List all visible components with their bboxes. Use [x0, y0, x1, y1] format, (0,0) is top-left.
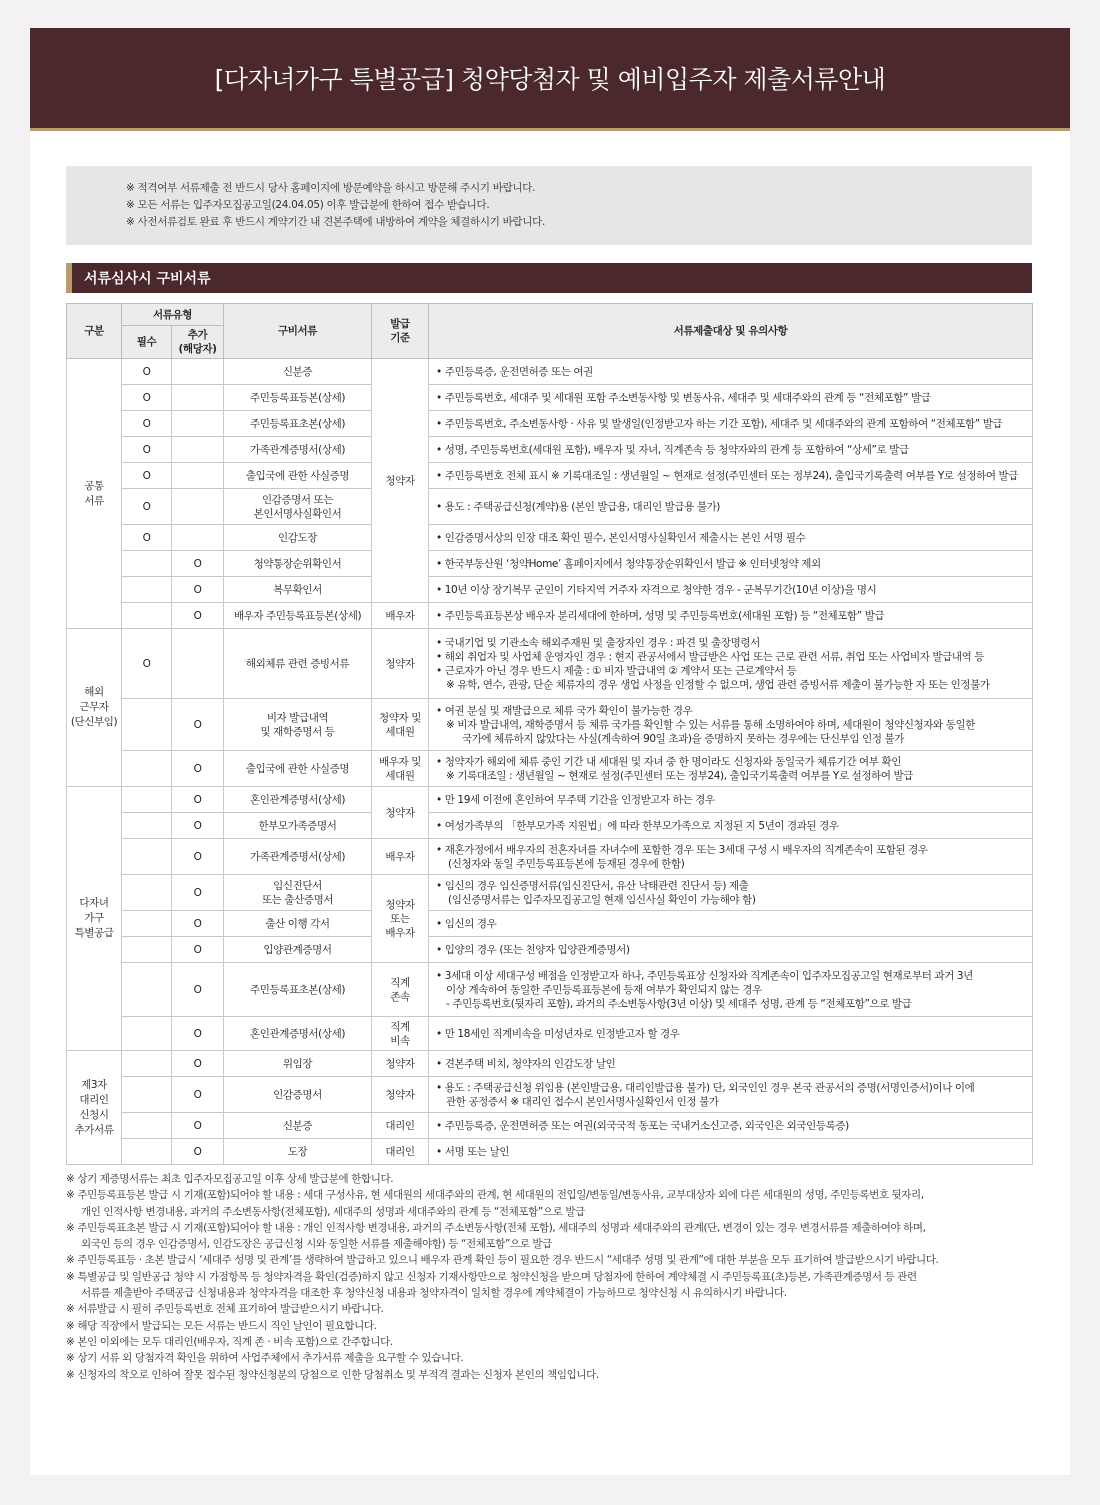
- footnote-cont: 외국인 등의 경우 인감증명서, 인감도장은 공급신청 시와 동일한 서류를 제출해야함) 등 “전체포함”으로 발급: [81, 1238, 552, 1251]
- table-row: [67, 437, 1033, 463]
- footnote: ※ 신청자의 착오로 인하여 잘못 접수된 청약신청분의 당첨으로 인한 당첨취소 및 부적격 결과는 신청자 본인의 책임입니다.: [66, 1368, 599, 1381]
- notice-line: ※ 적격여부 서류제출 전 반드시 당사 홈페이지에 방문예약을 하시고 방문해 주시기 바랍니다.: [126, 182, 536, 194]
- required-mark: O: [122, 525, 172, 551]
- remark: • 재혼가정에서 배우자의 전혼자녀를 자녀수에 포함한 경우 또는 3세대 구성 시 배우자의 직계존속이 포함된 경우 (신청자와 동일 주민등록표등본에 등재된 경우에 한함): [429, 839, 1033, 875]
- document-name: 해외체류 관련 증빙서류: [224, 629, 372, 699]
- remark: • 10년 이상 장기복무 군인이 기타지역 거주자 자격으로 청약한 경우 - 군복무기간(10년 이상)을 명시: [429, 577, 1033, 603]
- remark: • 서명 또는 날인: [429, 1139, 1033, 1165]
- header-document: 구비서류: [224, 304, 372, 359]
- document-name: 혼인관계증명서(상세): [224, 787, 372, 813]
- additional-mark: O: [172, 839, 224, 875]
- additional-mark: O: [172, 1139, 224, 1165]
- category-common: 공통 서류: [67, 359, 122, 629]
- notice-line: ※ 모든 서류는 입주자모집공고일(24.04.05) 이후 발급분에 한하여 접수 받습니다.: [126, 199, 490, 211]
- footnote: ※ 본인 이외에는 모두 대리인(배우자, 직계 존 · 비속 포함)으로 간주합니다.: [66, 1335, 393, 1348]
- remark: • 입양의 경우 (또는 친양자 입양관계증명서): [429, 937, 1033, 963]
- table-row: [67, 937, 1033, 963]
- section-header: [66, 263, 1032, 293]
- table-cell: [172, 489, 224, 525]
- remark: • 임신의 경우: [429, 911, 1033, 937]
- issue-basis: 청약자: [372, 1077, 429, 1113]
- table-cell: [122, 875, 172, 911]
- document-name: 임신진단서 또는 출산증명서: [224, 875, 372, 911]
- document-name: 주민등록표초본(상세): [224, 411, 372, 437]
- remark: • 주민등록증, 운전면허증 또는 여권(외국국적 동포는 국내거소신고증, 외국인은 외국인등록증): [429, 1113, 1033, 1139]
- footnote: ※ 주민등록표초본 발급 시 기재(포함)되어야 할 내용 : 개인 인적사항 변경내용, 과거의 주소변동사항(전체 포함), 세대주의 성명과 세대주와의 관계(단, 변경이 있는 경우 변경서류를 제출하여야 하며,: [66, 1221, 926, 1234]
- table-cell: [172, 525, 224, 551]
- additional-mark: O: [172, 1077, 224, 1113]
- issue-basis: 청약자 또는 배우자: [372, 875, 429, 963]
- additional-mark: O: [172, 699, 224, 751]
- issue-basis: 청약자: [372, 629, 429, 699]
- header-additional: 추가 (해당자): [172, 326, 224, 359]
- document-name: 인감증명서: [224, 1077, 372, 1113]
- remark: • 주민등록증, 운전면허증 또는 여권: [429, 359, 1033, 385]
- document-name: 도장: [224, 1139, 372, 1165]
- table-cell: [122, 1113, 172, 1139]
- table-cell: [172, 437, 224, 463]
- document-name: 주민등록표등본(상세): [224, 385, 372, 411]
- header-issue-basis: 발급 기준: [372, 304, 429, 359]
- remark: • 주민등록표등본상 배우자 분리세대에 한하며, 성명 및 주민등록번호(세대원 포함) 등 “전체포함” 발급: [429, 603, 1033, 629]
- document-name: 인감증명서 또는 본인서명사실확인서: [224, 489, 372, 525]
- issue-basis: 대리인: [372, 1139, 429, 1165]
- issue-basis: 청약자 및 세대원: [372, 699, 429, 751]
- document-page: [30, 28, 1070, 1475]
- requirements-table: [66, 303, 1033, 1165]
- remark: • 만 18세인 직계비속을 미성년자로 인정받고자 할 경우: [429, 1017, 1033, 1051]
- remark: • 만 19세 이전에 혼인하여 무주택 기간을 인정받고자 하는 경우: [429, 787, 1033, 813]
- table-row: [67, 551, 1033, 577]
- table-cell: [122, 699, 172, 751]
- table-row: [67, 875, 1033, 911]
- table-cell: [122, 1017, 172, 1051]
- table-cell: [122, 813, 172, 839]
- remark: • 견본주택 비치, 청약자의 인감도장 날인: [429, 1051, 1033, 1077]
- document-name: 입양관계증명서: [224, 937, 372, 963]
- additional-mark: O: [172, 1113, 224, 1139]
- issue-basis: 배우자: [372, 603, 429, 629]
- footnote: ※ 서류발급 시 필히 주민등록번호 전체 표기하여 발급받으시기 바랍니다.: [66, 1303, 384, 1316]
- section-accent-bar: [66, 263, 72, 293]
- remark: • 주민등록번호 전체 표시 ※ 기록대조일 : 생년월일 ~ 현재로 설정(주민센터 또는 정부24), 출입국기록출력 여부를 Y로 설정하여 발급: [429, 463, 1033, 489]
- table-cell: [122, 1077, 172, 1113]
- remark: • 용도 : 주택공급신청 위임용 (본인발급용, 대리인발급용 불가) 단, 외국인인 경우 본국 관공서의 증명(서명인증서)이나 이에 관한 공정증서 ※ 대리인 접수시 본인서명사실확인서 인정 불가: [429, 1077, 1033, 1113]
- additional-mark: O: [172, 751, 224, 787]
- remark: • 인감증명서상의 인장 대조 확인 필수, 본인서명사실확인서 제출시는 본인 서명 필수: [429, 525, 1033, 551]
- table-row: [67, 411, 1033, 437]
- header-remarks: 서류제출대상 및 유의사항: [429, 304, 1033, 359]
- footnote-cont: 개인 인적사항 변경내용, 과거의 주소변동사항(전체포함), 세대주의 성명과 세대주와의 관계 등 “전체포함”으로 발급: [81, 1205, 585, 1218]
- table-row: [67, 1077, 1033, 1113]
- additional-mark: O: [172, 937, 224, 963]
- additional-mark: O: [172, 1017, 224, 1051]
- table-row: [67, 1017, 1033, 1051]
- table-cell: [122, 937, 172, 963]
- document-name: 출입국에 관한 사실증명: [224, 751, 372, 787]
- document-name: 청약통장순위확인서: [224, 551, 372, 577]
- document-name: 가족관계증명서(상세): [224, 437, 372, 463]
- required-mark: O: [122, 489, 172, 525]
- table-row: [67, 699, 1033, 751]
- required-mark: O: [122, 463, 172, 489]
- table-row: [67, 489, 1033, 525]
- table-row: [67, 577, 1033, 603]
- remark: • 임신의 경우 임신증명서류(임신진단서, 유산 낙태관련 진단서 등) 제출 (임신증명서류는 입주자모집공고일 현재 임신사실 확인이 가능해야 함): [429, 875, 1033, 911]
- document-name: 복무확인서: [224, 577, 372, 603]
- footnote: ※ 특별공급 및 일반공급 청약 시 가점항목 등 청약자격을 확인(검증)하지 않고 신청자 기재사항만으로 청약신청을 받으며 당첨자에 한하여 계약체결 시 주민등록표(초)등본, 가족관계증명서 등 관련: [66, 1270, 917, 1283]
- additional-mark: O: [172, 1051, 224, 1077]
- section-title: 서류심사시 구비서류: [84, 271, 211, 287]
- document-name: 주민등록표초본(상세): [224, 963, 372, 1017]
- required-mark: O: [122, 437, 172, 463]
- remark: • 성명, 주민등록번호(세대원 포함), 배우자 및 자녀, 직계존속 등 청약자와의 관계 등 포함하여 “상세”로 발급: [429, 437, 1033, 463]
- table-cell: [122, 787, 172, 813]
- issue-basis: 배우자 및 세대원: [372, 751, 429, 787]
- issue-basis: 청약자: [372, 1051, 429, 1077]
- additional-mark: O: [172, 911, 224, 937]
- table-cell: [122, 751, 172, 787]
- additional-mark: O: [172, 787, 224, 813]
- remark: • 청약자가 해외에 체류 중인 기간 내 세대원 및 자녀 중 한 명이라도 신청자와 동일국가 체류기간 여부 확인 ※ 기록대조일 : 생년월일 ~ 현재로 설정(주민센터 또는 정부24), 출입국기록출력 여부를 Y로 설정하여 발급: [429, 751, 1033, 787]
- table-cell: [122, 911, 172, 937]
- footnote: ※ 해당 직장에서 발급되는 모든 서류는 반드시 직인 날인이 필요합니다.: [66, 1319, 377, 1332]
- document-name: 인감도장: [224, 525, 372, 551]
- document-name: 신분증: [224, 1113, 372, 1139]
- footnote: ※ 상기 제증명서류는 최초 입주자모집공고일 이후 상세 발급분에 한합니다.: [66, 1173, 394, 1185]
- footnote: ※ 상기 서류 외 당첨자격 확인을 위하여 사업주체에서 추가서류 제출을 요구할 수 있습니다.: [66, 1352, 464, 1365]
- table-row: [67, 1113, 1033, 1139]
- document-name: 배우자 주민등록표등본(상세): [224, 603, 372, 629]
- additional-mark: O: [172, 875, 224, 911]
- table-row: [67, 359, 1033, 385]
- table-cell: [172, 385, 224, 411]
- table-row: [67, 751, 1033, 787]
- document-name: 위임장: [224, 1051, 372, 1077]
- document-name: 가족관계증명서(상세): [224, 839, 372, 875]
- additional-mark: O: [172, 813, 224, 839]
- required-mark: O: [122, 411, 172, 437]
- category-multi-child: 다자녀 가구 특별공급: [67, 787, 122, 1051]
- issue-basis: 청약자: [372, 787, 429, 839]
- table-row: [67, 839, 1033, 875]
- table-cell: [122, 551, 172, 577]
- remark: • 여권 분실 및 재발급으로 체류 국가 확인이 불가능한 경우 ※ 비자 발급내역, 재학증명서 등 체류 국가를 확인할 수 있는 서류를 통해 소명하여야 하며, 세대원이 청약신청자와 동일한 국가에 체류하지 않았다는 사실(계속하여 90일 초과)을 증명하지 못하는 경우에는 단신부임 인정 불가: [429, 699, 1033, 751]
- title-underline: [30, 128, 1070, 131]
- remark: • 3세대 이상 세대구성 배점을 인정받고자 하나, 주민등록표상 신청자와 직계존속이 입주자모집공고일 현재로부터 과거 3년 이상 계속하여 동일한 주민등록표등본에 등재 여부가 확인되지 않는 경우 - 주민등록번호(뒷자리 포함), 과거의 주소변동사항(3년 이상) 및 세대주 성명, 관계 등 “전체포함”으로 발급: [429, 963, 1033, 1017]
- table-cell: [122, 577, 172, 603]
- table-row: [67, 1139, 1033, 1165]
- table-row: [67, 813, 1033, 839]
- table-cell: [172, 629, 224, 699]
- additional-mark: O: [172, 963, 224, 1017]
- issue-basis: 직계 비속: [372, 1017, 429, 1051]
- remark: • 주민등록번호, 세대주 및 세대원 포함 주소변동사항 및 변동사유, 세대주 및 세대주와의 관계 등 “전체포함” 발급: [429, 385, 1033, 411]
- additional-mark: O: [172, 551, 224, 577]
- table-row: [67, 911, 1033, 937]
- table-row: [67, 525, 1033, 551]
- table-row: [67, 787, 1033, 813]
- table-cell: [122, 839, 172, 875]
- footnote: ※ 주민등록표등 · 초본 발급시 ‘세대주 성명 및 관계’를 생략하여 발급하고 있으니 배우자 관계 확인 등이 필요한 경우 반드시 “세대주 성명 및 관계”에 대한 부분을 모두 표기하여 발급받으시기 바랍니다.: [66, 1254, 939, 1267]
- required-mark: O: [122, 385, 172, 411]
- required-mark: O: [122, 359, 172, 385]
- remark: • 용도 : 주택공급신청(계약)용 (본인 발급용, 대리인 발급용 불가): [429, 489, 1033, 525]
- table-row: [67, 463, 1033, 489]
- table-cell: [172, 359, 224, 385]
- notice-box: [66, 166, 1032, 245]
- additional-mark: O: [172, 577, 224, 603]
- remark: • 한국부동산원 ‘청약Home’ 홈페이지에서 청약통장순위확인서 발급 ※ 인터넷청약 제외: [429, 551, 1033, 577]
- issue-basis: 배우자: [372, 839, 429, 875]
- table-cell: [172, 463, 224, 489]
- category-overseas: 해외 근무자 (단신부임): [67, 629, 122, 787]
- table-row: [67, 1051, 1033, 1077]
- remark: • 국내기업 및 기관소속 해외주재원 및 출장자인 경우 : 파견 및 출장명령서 • 해외 취업자 및 사업체 운영자인 경우 : 현지 관공서에서 발급받은 사업 또는 근로 관련 서류, 취업 또는 사업비자 발급내역 등 • 근로자가 아닌 경우 반드시 제출 : ① 비자 발급내역 ② 계약서 또는 근로계약서 등 ※ 유학, 연수, 관광, 단순 체류자의 경우 생업 사정을 인정할 수 없으며, 생업 관련 증빙서류 제출이 불가능한 자 또는 인정불가: [429, 629, 1033, 699]
- document-name: 한부모가족증명서: [224, 813, 372, 839]
- table-row: [67, 963, 1033, 1017]
- document-name: 혼인관계증명서(상세): [224, 1017, 372, 1051]
- issue-basis: 대리인: [372, 1113, 429, 1139]
- document-name: 비자 발급내역 및 재학증명서 등: [224, 699, 372, 751]
- header-required: 필수: [122, 326, 172, 359]
- required-mark: O: [122, 629, 172, 699]
- table-row: [67, 603, 1033, 629]
- footnotes: [66, 1171, 1032, 1383]
- header-category: 구분: [67, 304, 122, 359]
- table-cell: [122, 1051, 172, 1077]
- additional-mark: O: [172, 603, 224, 629]
- table-cell: [122, 603, 172, 629]
- header-doc-type: 서류유형: [122, 304, 224, 326]
- document-name: 출입국에 관한 사실증명: [224, 463, 372, 489]
- page-title: [다자녀가구 특별공급] 청약당첨자 및 예비입주자 제출서류안내: [30, 28, 1070, 128]
- remark: • 주민등록번호, 주소변동사항 · 사유 및 발생일(인정받고자 하는 기간 포함), 세대주 및 세대주와의 관계 포함하여 “전체포함” 발급: [429, 411, 1033, 437]
- document-name: 출산 이행 각서: [224, 911, 372, 937]
- footnote: ※ 주민등록표등본 발급 시 기재(포함)되어야 할 내용 : 세대 구성사유, 현 세대원의 세대주와의 관계, 현 세대원의 전입일/변동일/변동사유, 교부대상자 외에 다른 세대원의 성명, 주민등록번호 뒷자리,: [66, 1189, 924, 1202]
- remark: • 여성가족부의 「한부모가족 지원법」에 따라 한부모가족으로 지정된 지 5년이 경과된 경우: [429, 813, 1033, 839]
- table-cell: [172, 411, 224, 437]
- notice-line: ※ 사전서류검토 완료 후 반드시 계약기간 내 견본주택에 내방하여 계약을 체결하시기 바랍니다.: [126, 216, 545, 228]
- category-proxy: 제3자 대리인 신청시 추가서류: [67, 1051, 122, 1165]
- issue-basis: 청약자: [372, 359, 429, 603]
- table-cell: [122, 963, 172, 1017]
- table-row: [67, 629, 1033, 699]
- table-cell: [122, 1139, 172, 1165]
- table-row: [67, 385, 1033, 411]
- issue-basis: 직계 존속: [372, 963, 429, 1017]
- footnote-cont: 서류를 제출받아 주택공급 신청내용과 청약자격을 대조한 후 청약신청 내용과 청약자격이 일치할 경우에 계약체결이 가능하므로 청약신청 시 유의하시기 바랍니다.: [81, 1287, 787, 1300]
- document-name: 신분증: [224, 359, 372, 385]
